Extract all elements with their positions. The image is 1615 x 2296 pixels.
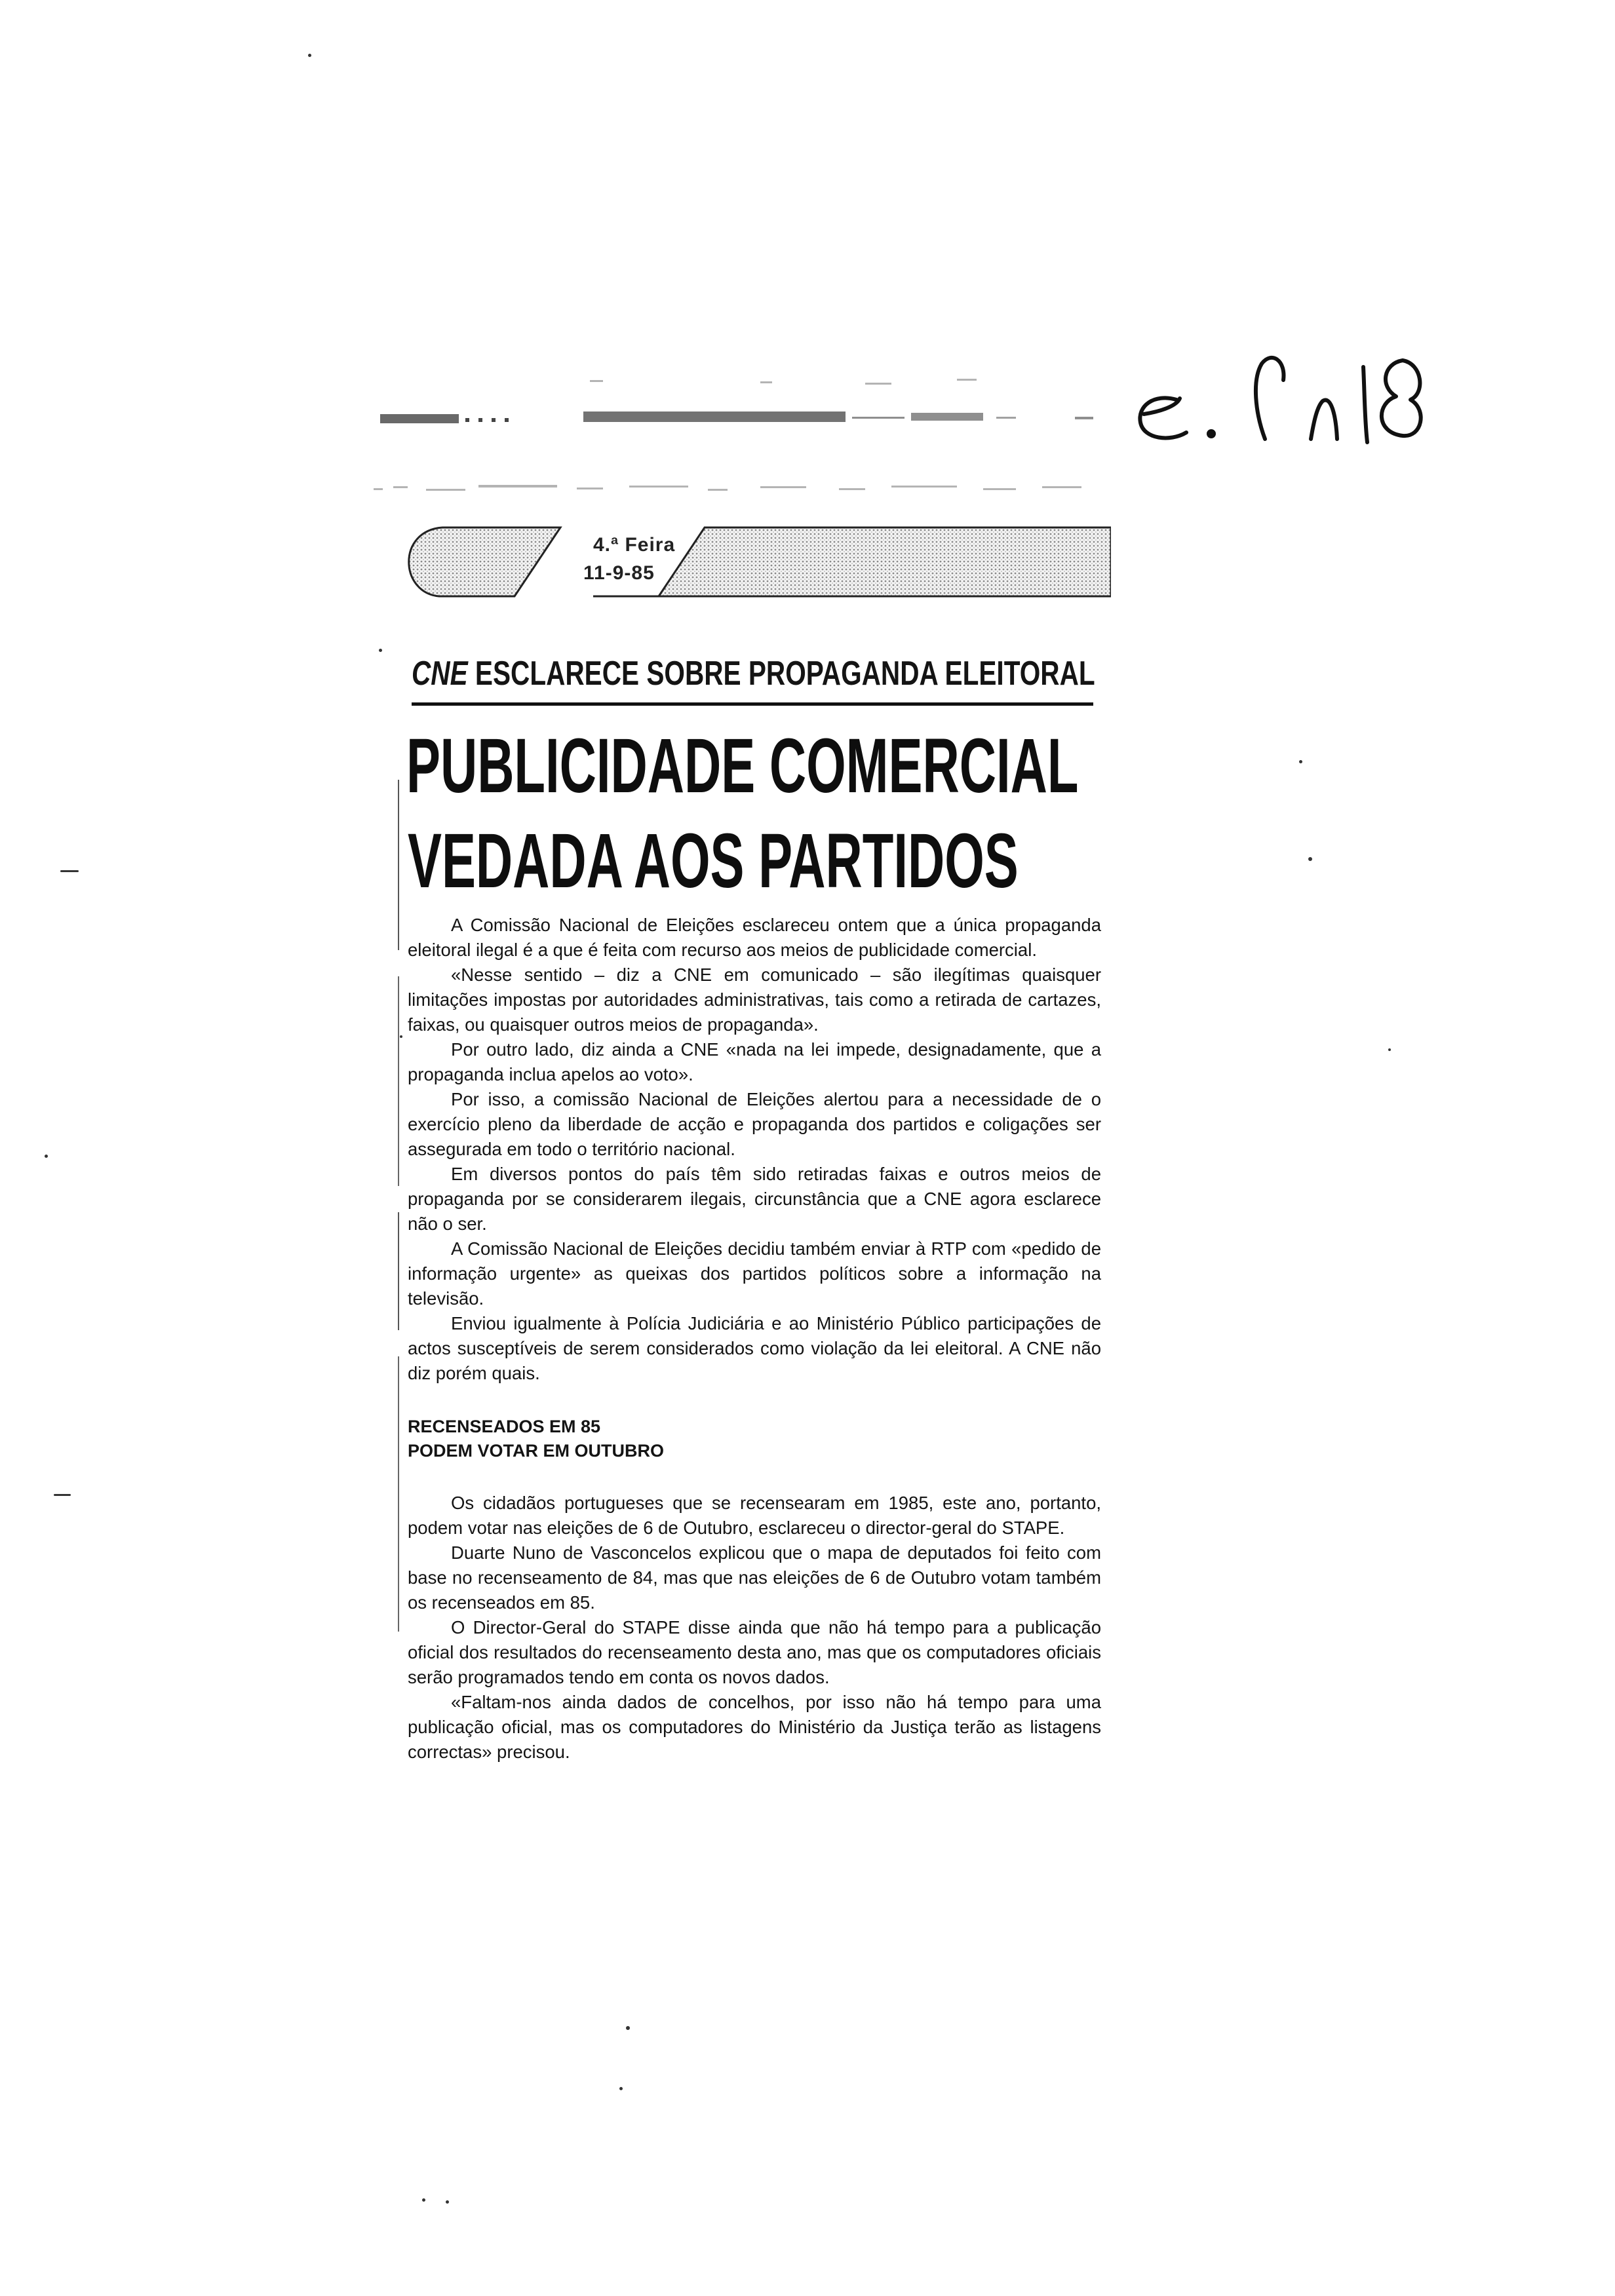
subhead-line-2: PODEM VOTAR EM OUTUBRO: [408, 1441, 664, 1461]
scan-speck: [626, 2026, 630, 2030]
scan-speck: [379, 649, 382, 652]
article-body: [408, 913, 1101, 1765]
paragraph: «Faltam-nos ainda dados de concelhos, por isso não há tempo para uma publicação oficial, mas os computadores do Ministério da Justiça terão as listagens correctas» precisou.: [408, 1692, 1101, 1762]
issue-date: 11-9-85: [583, 562, 655, 584]
section-subhead: [408, 1415, 1101, 1463]
scan-speck: [619, 2087, 623, 2090]
scan-speck: [400, 1035, 402, 1038]
paragraph: Enviou igualmente à Polícia Judiciária e ao Ministério Público participações de actos susceptíveis de serem considerados como violação da lei eleitoral. A CNE não diz porém quais.: [408, 1313, 1101, 1383]
paragraph: «Nesse sentido – diz a CNE em comunicado – são ilegítimas quaisquer limitações impostas por autoridades administrativas, tais como a retirada de cartazes, faixas, ou quaisquer outros meios de propaganda».: [408, 965, 1101, 1035]
headline-line-2: VEDADA AOS PARTIDOS: [408, 818, 1019, 904]
scan-speck: [45, 1155, 48, 1158]
scan-speck: [422, 2198, 425, 2202]
paragraph: Os cidadãos portugueses que se recensearam em 1985, este ano, portanto, podem votar nas eleições de 6 de Outubro, esclareceu o director-geral do STAPE.: [408, 1493, 1101, 1538]
paragraph: O Director-Geral do STAPE disse ainda que não há tempo para a publicação oficial dos resultados do recenseamento desta ano, mas que os computadores oficiais serão programados tendo em conta os novos dados.: [408, 1617, 1101, 1687]
kicker-text: ESCLARECE SOBRE PROPAGANDA ELEITORAL: [475, 655, 1095, 693]
scan-speck: [54, 1494, 71, 1496]
clipping-edge-line: [397, 780, 400, 1684]
paragraph: Duarte Nuno de Vasconcelos explicou que o mapa de deputados foi feito com base no recenseamento de 84, mas que nas eleições de 6 de Outubro votam também os recenseados em 85.: [408, 1542, 1101, 1613]
paragraph: Por isso, a comissão Nacional de Eleições alertou para a necessidade de o exercício pleno da liberdade de acção e propaganda dos partidos e coligações ser assegurada em todo o território nacional.: [408, 1089, 1101, 1159]
scan-speck: [1308, 857, 1312, 861]
paragraph: A Comissão Nacional de Eleições decidiu também enviar à RTP com «pedido de informação urgente» as queixas dos partidos políticos sobre a informação na televisão.: [408, 1238, 1101, 1309]
scan-speck: [446, 2200, 449, 2204]
kicker-prefix: CNE: [412, 655, 468, 693]
paragraph: Em diversos pontos do país têm sido retiradas faixas e outros meios de propaganda por se considerarem ilegais, circunstância que a CNE agora esclarece não o ser.: [408, 1164, 1101, 1234]
scan-speck: [60, 870, 79, 872]
issue-weekday: 4.ª Feira: [593, 534, 676, 556]
date-banner: [397, 521, 1111, 603]
scan-speck: [308, 54, 311, 57]
kicker-rule: [412, 702, 1093, 706]
article-kicker: [412, 654, 1095, 693]
paragraph: A Comissão Nacional de Eleições esclareceu ontem que a única propaganda eleitoral ilegal é a que é feita com recurso aos meios de publicidade comercial.: [408, 915, 1101, 960]
paragraph: Por outro lado, diz ainda a CNE «nada na lei impede, designadamente, que a propaganda inclua apelos ao voto».: [408, 1039, 1101, 1084]
headline-line-1: PUBLICIDADE COMERCIAL: [406, 723, 1079, 809]
scan-speck: [1388, 1048, 1391, 1051]
subhead-line-1: RECENSEADOS EM 85: [408, 1417, 601, 1436]
handwritten-note: [1114, 341, 1481, 452]
scan-speck: [1299, 760, 1302, 763]
scan-noise: [367, 373, 1121, 511]
